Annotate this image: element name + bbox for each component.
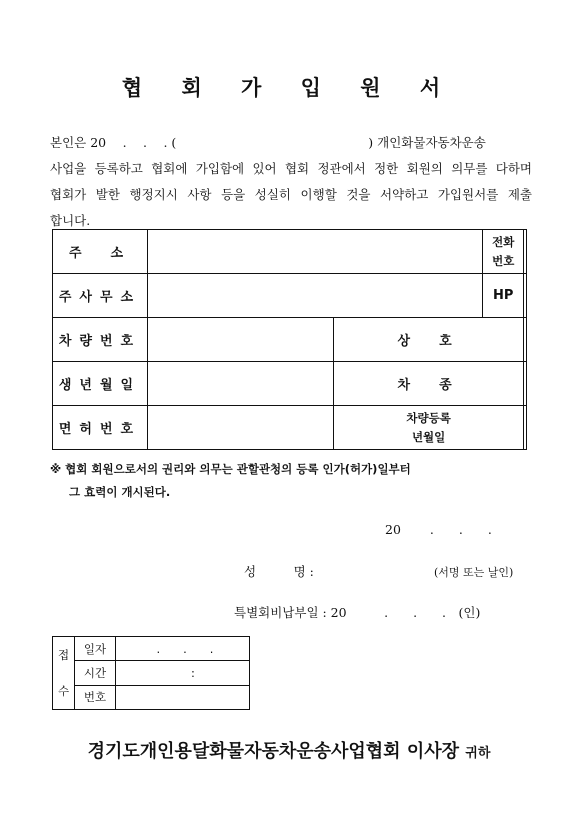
receipt-date-value[interactable]: . . . <box>116 637 250 661</box>
office-field[interactable] <box>148 274 483 318</box>
address-field[interactable] <box>148 230 483 274</box>
intro-line-4: 합니다. <box>50 213 91 228</box>
addressee-org: 경기도개인용달화물자동차운송사업협회 이사장 <box>87 741 459 762</box>
intro-line-1-end: ) 개인화물자동차운송 <box>368 135 486 150</box>
addressee-suffix: 귀하 <box>465 746 491 761</box>
registration-date-label <box>334 406 524 450</box>
addressee <box>0 737 578 763</box>
notice <box>50 458 540 504</box>
notice-line-1: ※ 협회 회원으로서의 권리와 의무는 관할관청의 등록 인가(허가)일부터 <box>50 462 411 476</box>
office-label: 주사무소 <box>53 274 148 318</box>
registration-date-label-1: 차량등록 <box>406 410 451 425</box>
application-form-table <box>52 229 527 450</box>
vehicle-number-field[interactable] <box>148 318 334 362</box>
intro-line-1-start: 본인은 20 . . . ( <box>50 135 177 150</box>
intro-line-2: 사업을 등록하고 협회에 가입함에 있어 협회 정관에서 정한 회원의 의무를 다하며 <box>50 161 532 176</box>
vehicle-type-label: 차 종 <box>334 362 524 406</box>
notice-line-2: 그 효력이 개시된다. <box>69 485 171 499</box>
receipt-time-label: 시간 <box>75 661 116 685</box>
license-number-label: 면허번호 <box>53 406 148 450</box>
license-number-field[interactable] <box>148 406 334 450</box>
page-title: 협 회 가 입 원 서 <box>121 76 457 100</box>
vehicle-number-label: 차량번호 <box>53 318 148 362</box>
intro-line-1 <box>50 130 532 156</box>
vehicle-type-field[interactable] <box>524 362 527 406</box>
signature-note: (서명 또는 날인) <box>434 566 514 579</box>
receipt-date-label: 일자 <box>75 637 116 661</box>
intro-line-3: 협회가 발한 행정지시 사항 등을 성실히 이행할 것을 서약하고 가입원서를 제출 <box>50 187 532 202</box>
hp-field[interactable] <box>524 274 527 318</box>
hp-label: HP <box>483 274 524 318</box>
receipt-header-1: 접 <box>57 648 70 662</box>
registration-date-label-2: 년월일 <box>411 429 446 444</box>
phone-field[interactable] <box>524 230 527 274</box>
special-fee-date[interactable]: 특별회비납부일 : 20 . . . (인) <box>234 605 481 620</box>
phone-label-1: 전화 <box>492 234 515 249</box>
receipt-box <box>52 636 250 710</box>
receipt-header-2: 수 <box>57 684 70 698</box>
receipt-time-value[interactable]: : <box>116 661 250 685</box>
receipt-header <box>53 637 75 710</box>
company-label: 상 호 <box>334 318 524 362</box>
phone-label <box>483 230 524 274</box>
registration-date-field[interactable] <box>524 406 527 450</box>
birth-date-label: 생년월일 <box>53 362 148 406</box>
address-label: 주 소 <box>53 230 148 274</box>
application-date[interactable]: 20 . . . <box>385 522 492 537</box>
receipt-number-value[interactable] <box>116 685 250 709</box>
receipt-number-label: 번호 <box>75 685 116 709</box>
company-field[interactable] <box>524 318 527 362</box>
birth-date-field[interactable] <box>148 362 334 406</box>
intro-paragraph <box>50 130 532 234</box>
phone-label-2: 번호 <box>492 253 515 268</box>
applicant-name-label: 성 명 : <box>244 564 314 579</box>
